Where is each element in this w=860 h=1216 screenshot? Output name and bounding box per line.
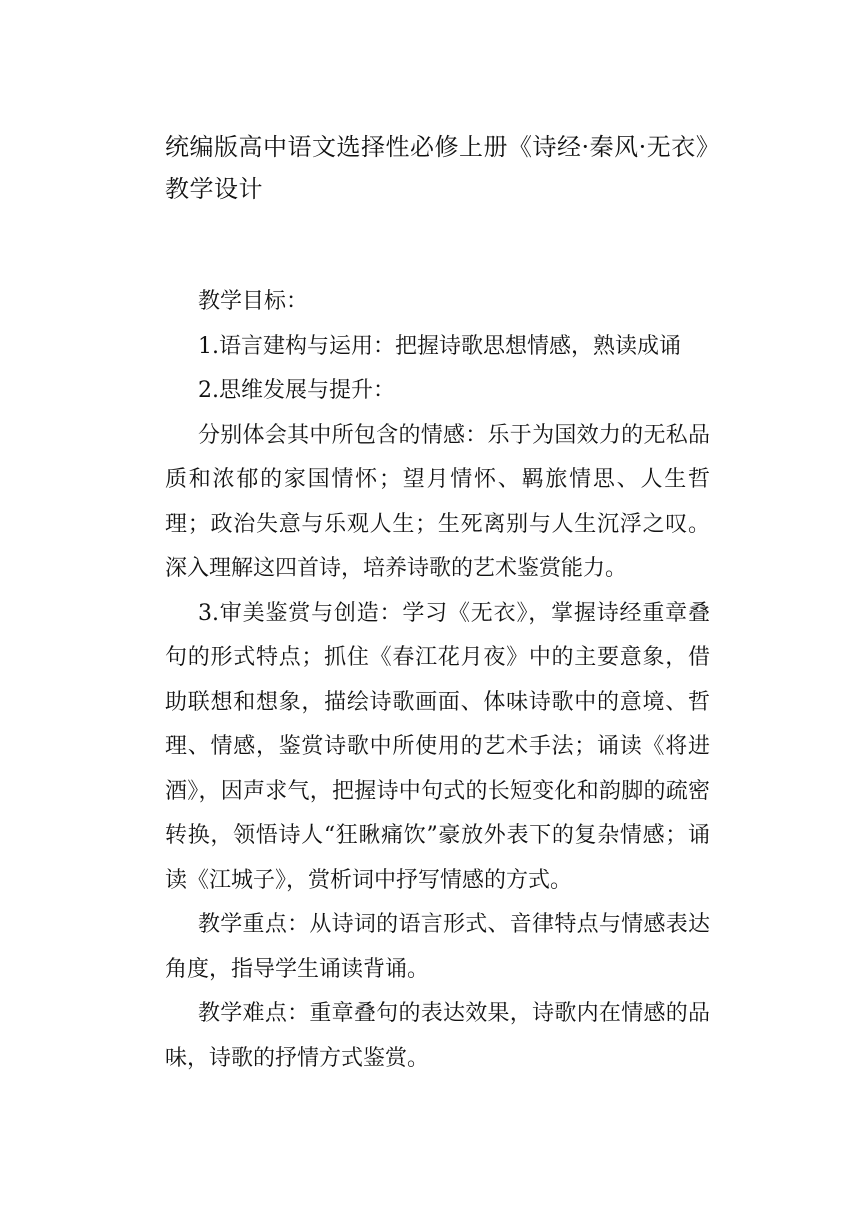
- objective-1: 1.语言建构与运用：把握诗歌思想情感，熟读成诵: [198, 333, 681, 359]
- document-title: 统编版高中语文选择性必修上册《诗经·秦风·无衣》教学设计: [165, 133, 709, 203]
- objective-2-heading: 2.思维发展与提升：: [198, 378, 395, 403]
- objective-2-body: 分别体会其中所包含的情感：乐于为国效力的无私品质和浓郁的家国情怀；望月情怀、羁旅情思、人生哲理；政治失意与乐观人生；生死离别与人生沉浮之叹。深入理解这四首诗，培养诗歌的艺术鉴赏能力。: [165, 422, 710, 581]
- objectives-heading: 教学目标：: [198, 289, 309, 314]
- difficult-points: 教学难点：重章叠句的表达效果，诗歌内在情感的品味，诗歌的抒情方式鉴赏。: [165, 1001, 710, 1071]
- objective-3: 3.审美鉴赏与创造：学习《无衣》，掌握诗经重章叠句的形式特点；抓住《春江花月夜》中的主要意象，借助联想和想象，描绘诗歌画面、体味诗歌中的意境、哲理、情感，鉴赏诗歌中所使用的艺术手法；诵读《将进酒》，因声求气，把握诗中句式的长短变化和韵脚的疏密转换，领悟诗人“狂瞅痛饮”豪放外表下的复杂情感；诵读《江城子》，赏析词中抒写情感的方式。: [165, 600, 710, 893]
- key-points: 教学重点：从诗词的语言形式、音律特点与情感表达角度，指导学生诵读背诵。: [165, 912, 710, 982]
- document-body: [165, 280, 710, 1081]
